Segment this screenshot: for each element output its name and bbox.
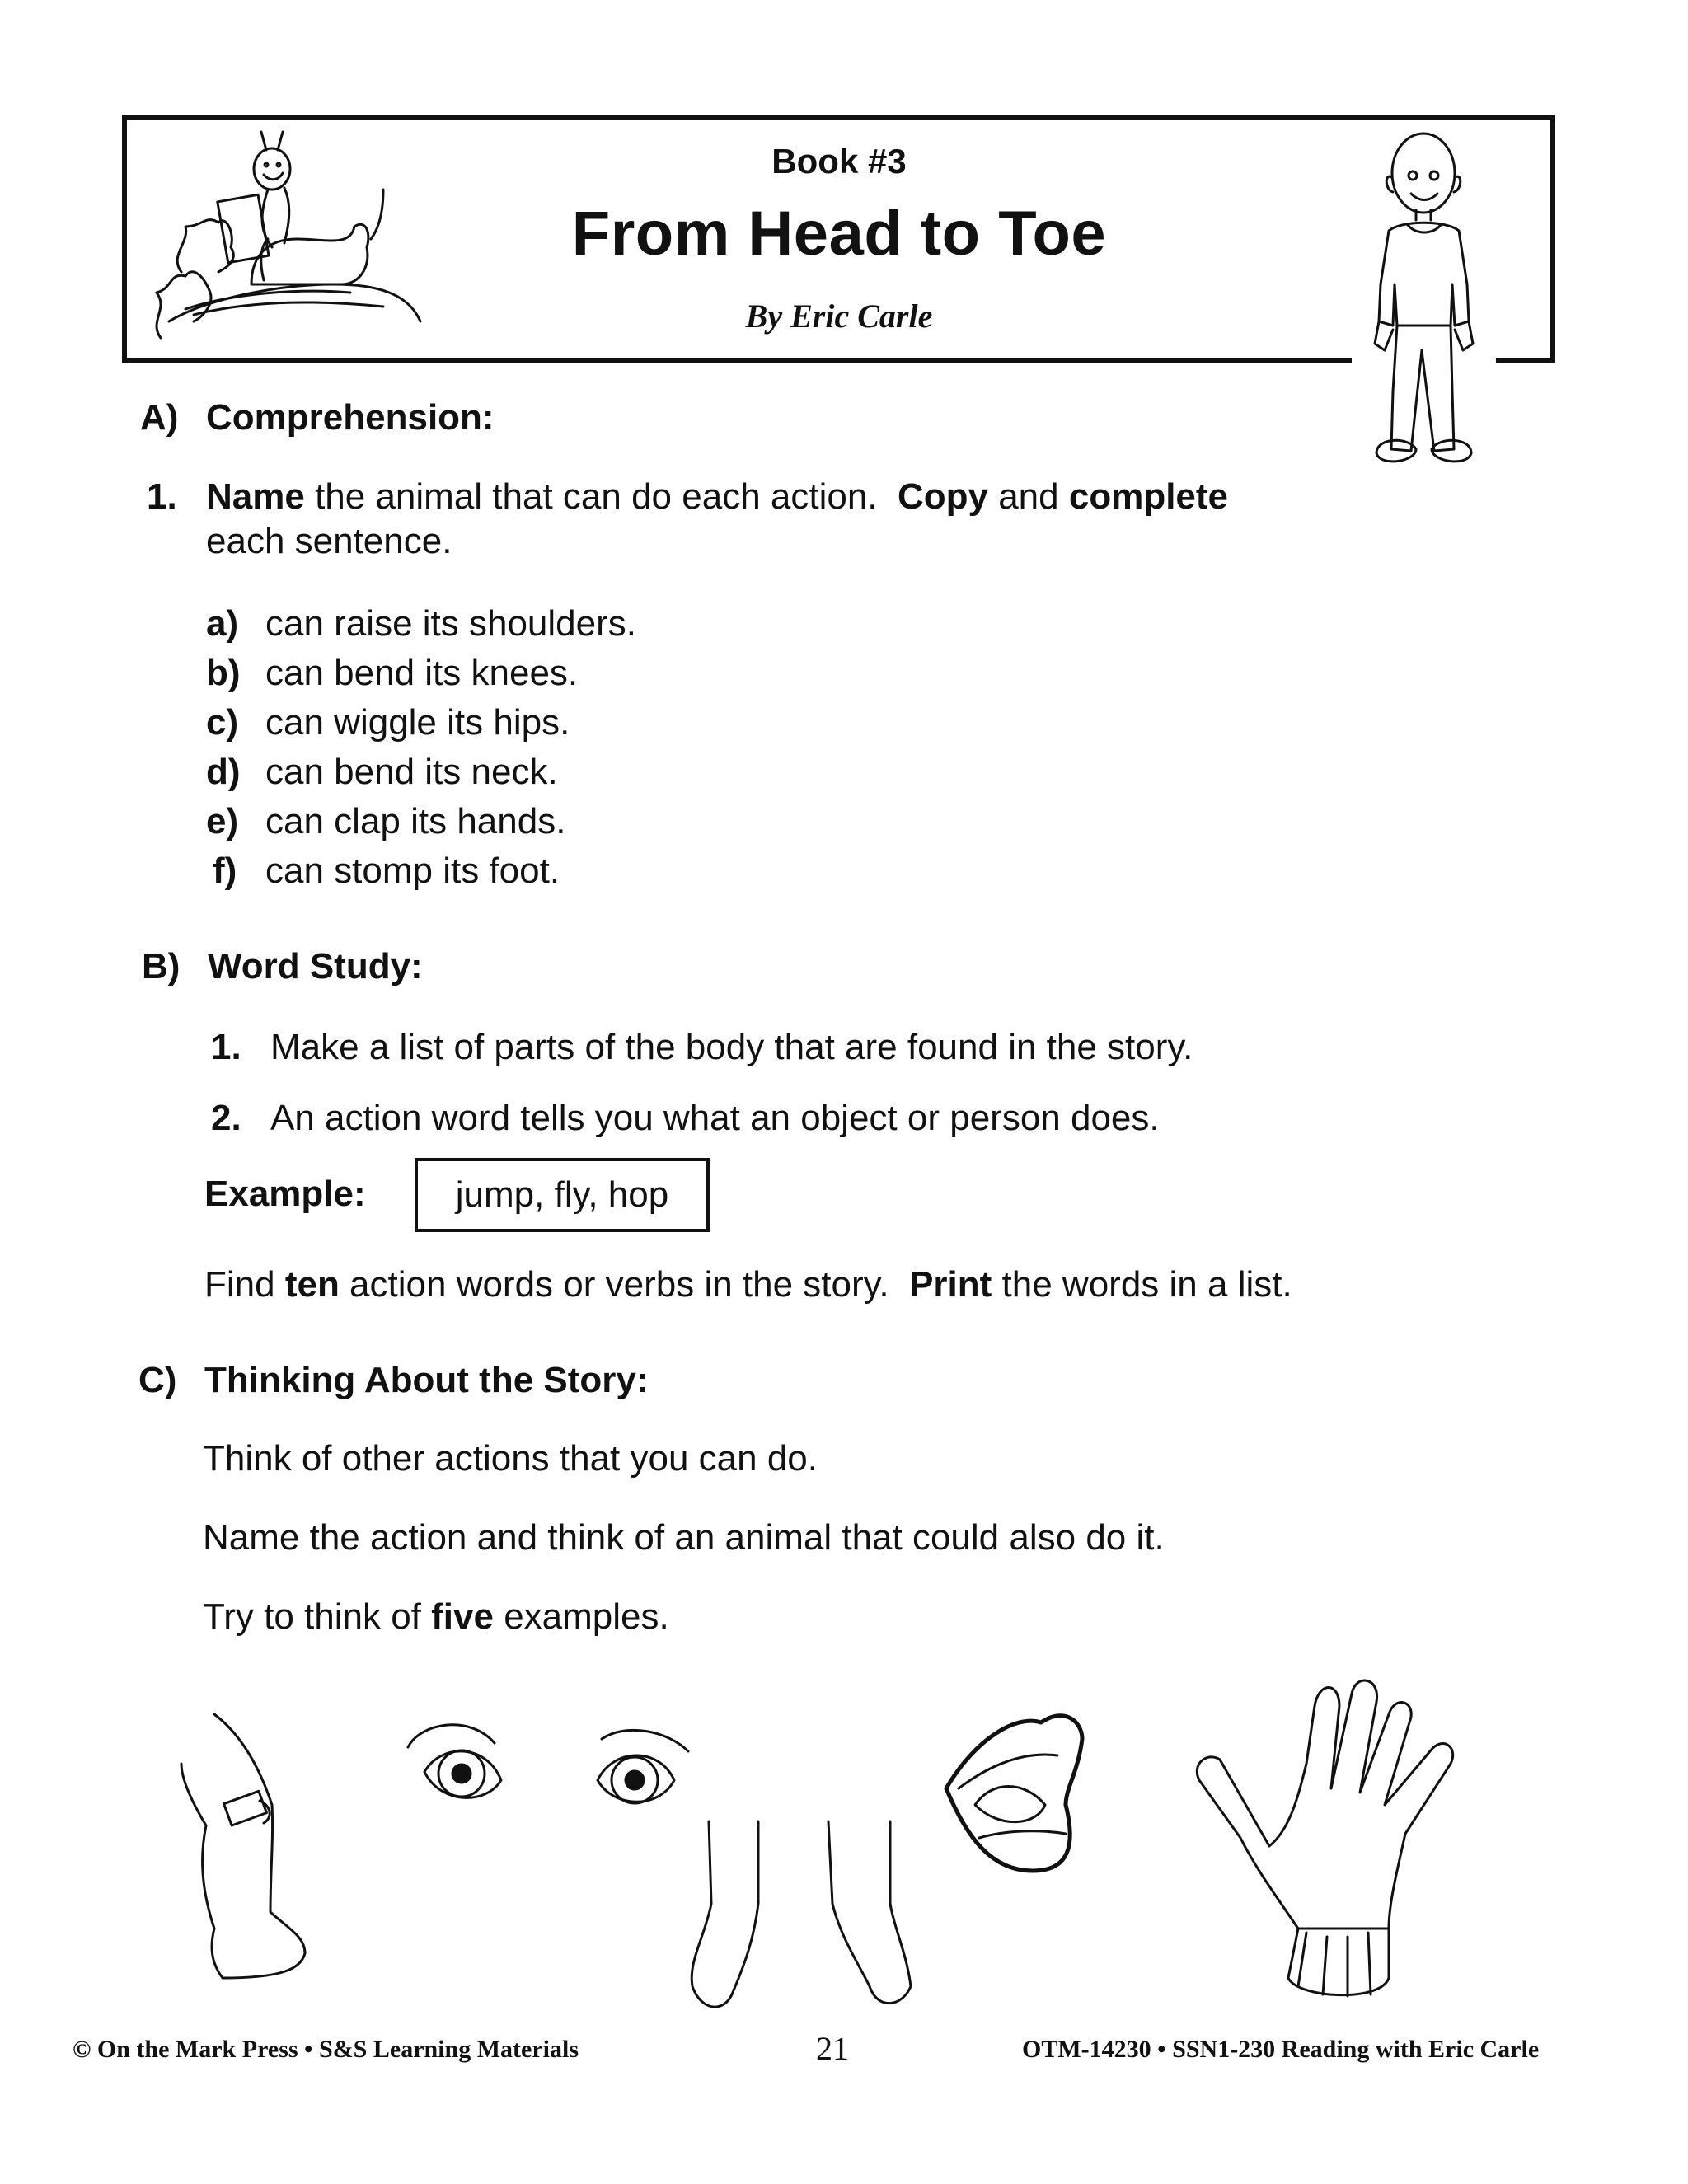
book-number: Book #3 <box>771 142 907 180</box>
question-a1-line2: each sentence. <box>206 521 452 561</box>
list-item <box>206 702 570 743</box>
find-text-bold: Print <box>909 1264 992 1305</box>
item-text: can bend its neck. <box>265 752 558 792</box>
line-text: Try to think of <box>203 1596 432 1637</box>
question-number: 1. <box>147 476 177 517</box>
section-c-heading <box>138 1360 649 1401</box>
question-text: An action word tells you what an object or person does. <box>270 1098 1160 1138</box>
question-text: Make a list of parts of the body that are found in the story. <box>270 1027 1193 1067</box>
item-letter: a) <box>206 603 239 644</box>
thinking-line-1: Think of other actions that you can do. <box>203 1438 818 1479</box>
find-text: Find <box>204 1264 285 1305</box>
question-b2 <box>211 1098 1160 1139</box>
boy-illustration <box>1352 128 1496 474</box>
item-text: can bend its knees. <box>265 653 579 693</box>
line-text: examples. <box>493 1596 669 1637</box>
list-item <box>206 653 578 694</box>
section-a-title: Comprehension: <box>206 397 495 438</box>
find-text-bold: ten <box>284 1264 340 1305</box>
item-text: can clap its hands. <box>265 801 566 841</box>
list-item <box>206 603 636 644</box>
section-a-label: A) <box>140 397 179 438</box>
item-text: can stomp its foot. <box>265 851 560 891</box>
hand-illustration <box>1191 1681 1463 2011</box>
q-text-bold: Name <box>206 476 305 517</box>
q-text: the animal that can do each action. <box>304 476 898 517</box>
item-text: can wiggle its hips. <box>265 702 570 743</box>
section-c-label: C) <box>138 1360 177 1400</box>
item-letter: e) <box>206 801 239 841</box>
example-box: jump, fly, hop <box>415 1158 710 1232</box>
item-letter: c) <box>206 702 239 743</box>
q-text-bold: complete <box>1068 476 1229 517</box>
example-label: Example: <box>204 1174 366 1214</box>
item-letter: b) <box>206 653 241 693</box>
q-text-bold: Copy <box>897 476 988 517</box>
eyes-illustration <box>404 1714 701 1821</box>
q-text: and <box>987 476 1069 517</box>
find-text: the words in a list. <box>992 1264 1292 1305</box>
page-title: From Head to Toe <box>571 199 1107 269</box>
section-c-title: Thinking About the Story: <box>204 1360 649 1400</box>
line-text-bold: five <box>431 1596 494 1637</box>
find-text: action words or verbs in the story. <box>339 1264 910 1305</box>
question-number: 1. <box>211 1027 241 1067</box>
section-a-heading <box>140 397 495 438</box>
thinking-line-3 <box>203 1596 669 1638</box>
question-number: 2. <box>211 1098 241 1138</box>
section-b-label: B) <box>142 946 181 987</box>
mouth-illustration <box>942 1706 1132 1879</box>
find-instruction <box>204 1264 1292 1305</box>
author-byline: By Eric Carle <box>745 298 933 335</box>
item-letter: f) <box>213 851 237 891</box>
page-number: 21 <box>816 2030 849 2067</box>
list-item <box>213 851 560 892</box>
list-item <box>206 752 558 793</box>
leg-illustration <box>181 1714 330 1986</box>
feet-illustration <box>688 1821 919 2019</box>
list-item <box>206 801 565 842</box>
item-text: can raise its shoulders. <box>265 603 636 644</box>
section-b-heading <box>142 946 423 987</box>
item-letter: d) <box>206 752 241 792</box>
section-b-title: Word Study: <box>208 946 423 987</box>
footer-copyright: © On the Mark Press • S&S Learning Materials <box>73 2036 579 2063</box>
question-a1 <box>147 476 1228 518</box>
question-b1 <box>211 1027 1193 1068</box>
footer-product-code: OTM-14230 • SSN1-230 Reading with Eric Carle <box>1022 2036 1540 2063</box>
thinking-line-2: Name the action and think of an animal that could also do it. <box>203 1517 1165 1558</box>
